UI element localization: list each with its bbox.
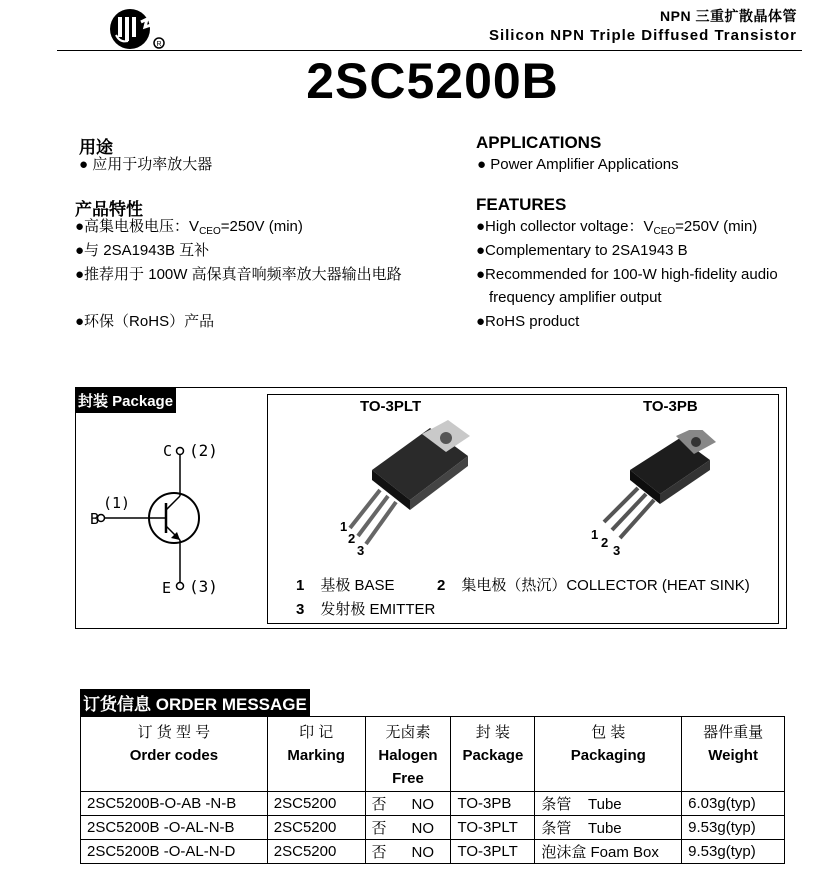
cell-order-code: 2SC5200B -O-AL-N-B xyxy=(81,816,268,840)
to3pb-package-image xyxy=(590,430,720,555)
cell-marking: 2SC5200 xyxy=(267,840,365,864)
to3pb-lead-2: 2 xyxy=(601,535,609,550)
application-item-en: ● Power Amplifier Applications xyxy=(477,156,679,173)
title-en: Silicon NPN Triple Diffused Transistor xyxy=(488,27,797,44)
header-order-codes: 订 货 型 号 Order codes xyxy=(81,717,268,792)
feature-voltage-cn: ●高集电极电压：$V_{CEO}=250V$ (min) xyxy=(75,218,303,237)
pin-c-label: C xyxy=(163,442,173,460)
pin-b-number: (1) xyxy=(103,494,131,512)
applications-heading-en: APPLICATIONS xyxy=(476,133,602,152)
feature-recommend-en-cont: frequency amplifier output xyxy=(489,289,662,306)
cell-package: TO-3PLT xyxy=(451,840,535,864)
feature-recommend-cn: ●推荐用于 100W 高保真音响频率放大器输出电路 xyxy=(75,266,402,283)
pin-e-label: E xyxy=(162,579,172,597)
pin-c-number: (2) xyxy=(189,441,218,460)
feature-rohs-cn: ●环保（RoHS）产品 xyxy=(75,313,215,330)
to3plt-lead-2: 2 xyxy=(348,531,356,546)
to3plt-lead-3: 3 xyxy=(357,543,365,558)
to3pb-lead-3: 3 xyxy=(613,543,621,558)
order-table-header xyxy=(81,717,785,792)
features-heading-cn: 产品特性 xyxy=(75,200,143,219)
table-row xyxy=(81,792,785,816)
package-label: 封装 Package xyxy=(75,388,176,413)
table-row xyxy=(81,840,785,864)
pin-b-label: B xyxy=(90,510,100,528)
cell-halogen: 否 NO xyxy=(365,816,451,840)
cell-halogen: 否 NO xyxy=(365,792,451,816)
part-number: 2SC5200B xyxy=(306,53,559,109)
pkg-to3plt-name: TO-3PLT xyxy=(360,398,422,415)
feature-complement-en: ●Complementary to 2SA1943 B xyxy=(476,242,688,259)
feature-rohs-en: ●RoHS product xyxy=(476,313,580,330)
title-cn: NPN 三重扩散晶体管 xyxy=(660,8,797,24)
header-weight: 器件重量 Weight xyxy=(682,717,785,792)
cell-packaging: 泡沫盒 Foam Box xyxy=(535,840,682,864)
cell-marking: 2SC5200 xyxy=(267,816,365,840)
features-heading-en: FEATURES xyxy=(476,195,567,214)
svg-text:R: R xyxy=(156,41,162,48)
cell-package: TO-3PB xyxy=(451,792,535,816)
company-logo xyxy=(108,8,166,50)
header-package: 封 装 Package xyxy=(451,717,535,792)
pin-e-number: (3) xyxy=(189,577,218,596)
cell-weight: 6.03g(typ) xyxy=(682,792,785,816)
cell-packaging: 条管 Tube xyxy=(535,792,682,816)
header-divider xyxy=(57,50,802,51)
feature-recommend-en: ●Recommended for 100-W high-fidelity audio xyxy=(476,266,778,283)
legend-row-1: 1 基极 BASE xyxy=(296,577,395,594)
feature-voltage-en: ●High collector voltage：$V_{CEO}=250V$ (min) xyxy=(476,218,758,237)
cell-packaging: 条管 Tube xyxy=(535,816,682,840)
table-row xyxy=(81,816,785,840)
application-item-cn: ● 应用于功率放大器 xyxy=(79,156,213,173)
cell-weight: 9.53g(typ) xyxy=(682,840,785,864)
header-halogen-free: 无卤素 Halogen Free xyxy=(365,717,451,792)
cell-order-code: 2SC5200B-O-AB -N-B xyxy=(81,792,268,816)
applications-heading-cn: 用途 xyxy=(79,138,113,157)
legend-row-2: 2 集电极（热沉）COLLECTOR (HEAT SINK) xyxy=(437,577,750,594)
cell-marking: 2SC5200 xyxy=(267,792,365,816)
to3pb-lead-1: 1 xyxy=(591,527,599,542)
cell-weight: 9.53g(typ) xyxy=(682,816,785,840)
cell-halogen: 否 NO xyxy=(365,840,451,864)
cell-package: TO-3PLT xyxy=(451,816,535,840)
pkg-to3pb-name: TO-3PB xyxy=(643,398,698,415)
legend-row-3: 3 发射极 EMITTER xyxy=(296,601,436,618)
header-packaging: 包 装 Packaging xyxy=(535,717,682,792)
to3plt-lead-1: 1 xyxy=(340,519,348,534)
order-table xyxy=(80,716,785,864)
header-marking: 印 记 Marking xyxy=(267,717,365,792)
feature-complement-cn: ●与 2SA1943B 互补 xyxy=(75,242,210,259)
order-message-label: 订货信息 ORDER MESSAGE xyxy=(80,689,310,716)
cell-order-code: 2SC5200B -O-AL-N-D xyxy=(81,840,268,864)
